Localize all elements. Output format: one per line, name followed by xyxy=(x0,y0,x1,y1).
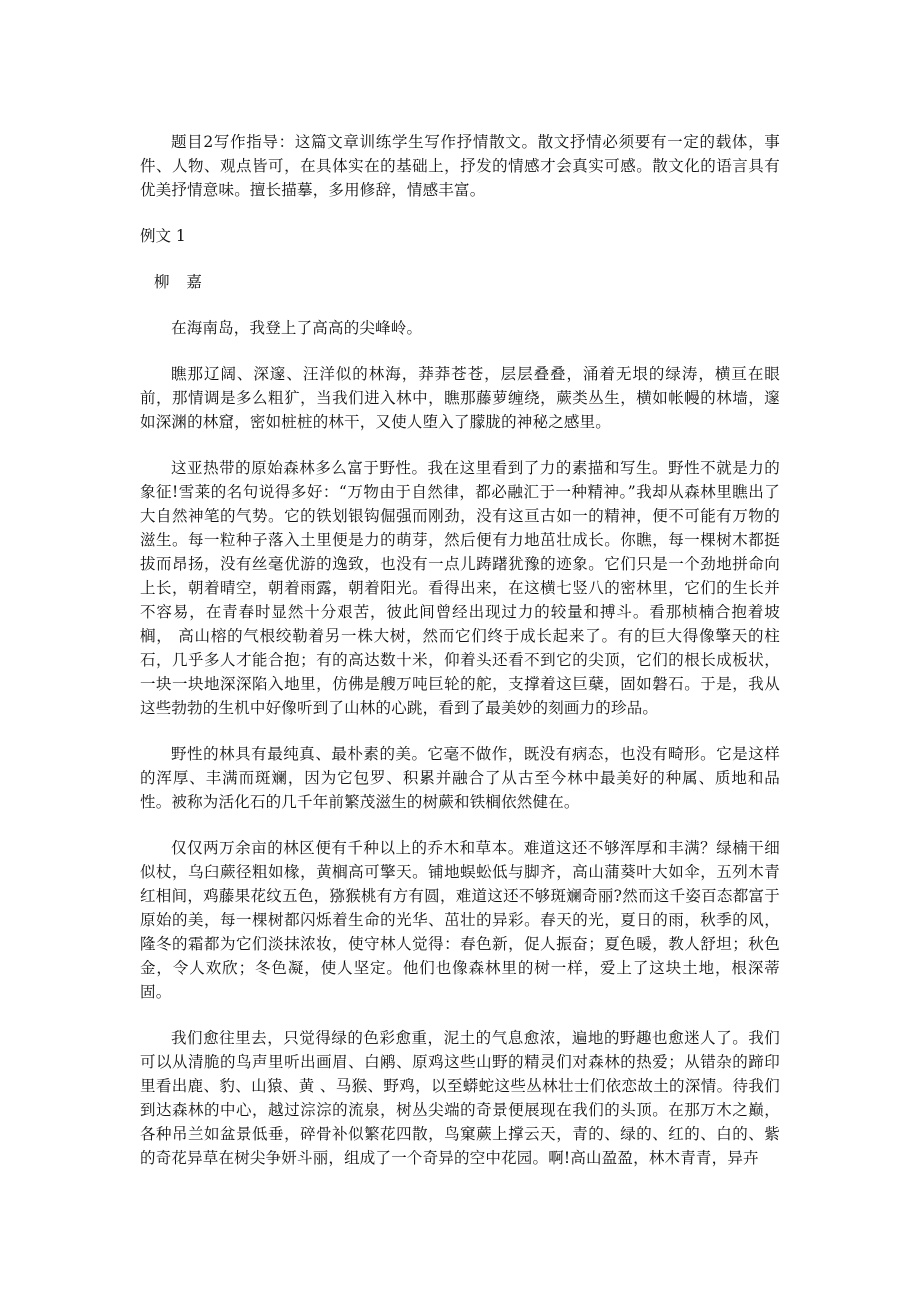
writing-guidance-paragraph: 题目2写作指导：这篇文章训练学生写作抒情散文。散文抒情必须要有一定的载体，事件、人物、观点皆可，在具体实在的基础上，抒发的情感才会真实可感。散文化的语言具有优美抒情意味。擅长描摹，多用修辞，情感丰富。 xyxy=(140,133,780,199)
body-paragraph: 野性的林具有最纯真、最朴素的美。它毫不做作，既没有病态，也没有畸形。它是这样的浑厚、丰满而斑斓，因为它包罗、积累并融合了从古至今林中最美好的种属、质地和品性。被称为活化石的几千年前繁茂滋生的树蕨和铁榈依然健在。 xyxy=(140,745,780,811)
author-name: 柳 嘉 xyxy=(154,273,208,291)
document-page xyxy=(140,130,780,1192)
body-paragraph: 在海南岛，我登上了高高的尖峰岭。 xyxy=(171,319,423,337)
body-paragraph: 这亚热带的原始森林多么富于野性。我在这里看到了力的素描和写生。野性不就是力的象征!雪莱的名句说得多好：“万物由于自然律，都必融汇于一种精神。”我却从森林里瞧出了大自然神笔的气势。它的铁划银钩倔强而刚劲，没有这亘古如一的精神，便不可能有万物的滋生。每一粒种子落入土里便是力的萌芽，然后便有力地茁壮成长。你瞧，每一棵树木都挺拔而昂扬，没有丝毫优游的逸致，也没有一点儿踌躇犹豫的迹象。它们只是一个劲地拼命向上长，朝着晴空，朝着雨露，朝着阳光。看得出来，在这横七竖八的密林里，它们的生长并不容易，在青春时显然十分艰苦，彼此间曾经出现过力的较量和搏斗。看那桢楠合抱着坡榈， 高山榕的气根绞勒着另一株大树，然而它们终于成长起来了。有的巨大得像擎天的柱石，几乎多人才能合抱；有的高达数十米，仰着头还看不到它的尖顶，它们的根长成板状，一块一块地深深陷入地里，仿佛是艘万吨巨轮的舵，支撑着这巨蘖，固如磐石。于是，我从这些勃勃的生机中好像听到了山林的心跳，看到了最美妙的刻画力的珍品。 xyxy=(140,459,780,717)
body-paragraph: 仅仅两万余亩的林区便有千种以上的乔木和草本。难道这还不够浑厚和丰满？绿楠干细似杖，乌臼蕨径粗如椽，黄榈高可擎天。铺地蜈蚣低与脚齐，高山蒲葵叶大如伞，五列木青红相间，鸡藤果花纹五色，猕猴桃有方有圆，难道这还不够斑斓奇丽?然而这千姿百态都富于原始的美，每一棵树都闪烁着生命的光华、茁壮的异彩。春天的光，夏日的雨，秋季的风，隆冬的霜都为它们淡抹浓妆，使守林人觉得：春色新，促人振奋；夏色暖，教人舒坦；秋色金，令人欢欣；冬色凝，使人坚定。他们也像森林里的树一样，爱上了这块土地，根深蒂固。 xyxy=(140,839,780,1001)
body-paragraph: 瞧那辽阔、深邃、汪洋似的林海，莽莽苍苍，层层叠叠，涌着无垠的绿涛，横亘在眼前，那情调是多么粗犷，当我们进入林中，瞧那藤萝缠绕，蕨类丛生，横如帐幔的林墙，邃如深渊的林窟，密如桩桩的林干，又使人堕入了朦胧的神秘之感里。 xyxy=(140,365,780,431)
example-label: 例文 1 xyxy=(140,227,186,245)
body-paragraph: 我们愈往里去，只觉得绿的色彩愈重，泥土的气息愈浓，遍地的野趣也愈迷人了。我们可以从清脆的鸟声里听出画眉、白鹇、原鸡这些山野的精灵们对森林的热爱；从错杂的蹄印里看出鹿、豹、山猿、黄 、马猴、野鸡，以至蟒蛇这些丛林壮士们依恋故土的深情。待我们到达森林的中心，越过淙淙的流泉，树丛尖端的奇景便展现在我们的头顶。在那万木之巅，各种吊兰如盆景低垂，碎骨补似繁花四散，鸟窠蕨上撑云天，青的、绿的、红的、白的、紫的奇花异草在树尖争妍斗丽，组成了一个奇异的空中花园。啊!高山盈盈，林木青青，异卉 xyxy=(140,1029,780,1167)
